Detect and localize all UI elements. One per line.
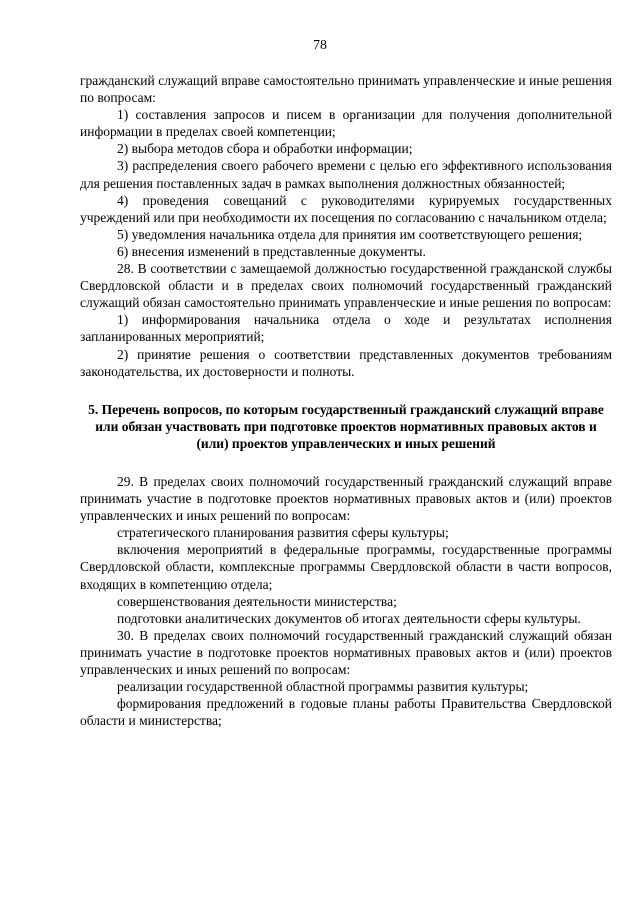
paragraph: 4) проведения совещаний с руководителями курируемых государственных учреждений или при необходимости их посещения по согласованию с начальником отдела; <box>80 192 612 225</box>
paragraphs-bottom <box>80 473 612 729</box>
paragraph: гражданский служащий вправе самостоятельно принимать управленческие и иные решения по вопросам: <box>80 73 612 106</box>
paragraph: 1) информирования начальника отдела о ходе и результатах исполнения запланированных мероприятий; <box>80 312 612 345</box>
paragraph: включения мероприятий в федеральные программы, государственные программы Свердловской области, комплексные программы Свердловской области в части вопросов, входящих в компетенцию отдела; <box>80 542 612 592</box>
paragraph: формирования предложений в годовые планы работы Правительства Свердловской области и министерства; <box>80 696 612 729</box>
paragraph: 3) распределения своего рабочего времени с целью его эффективного использования для решения поставленных задач в рамках выполнения должностных обязанностей; <box>80 158 612 191</box>
paragraph: 5) уведомления начальника отдела для принятия им соответствующего решения; <box>117 226 583 242</box>
paragraph: реализации государственной областной программы развития культуры; <box>117 679 529 695</box>
paragraph: 6) внесения изменений в представленные документы. <box>117 243 426 259</box>
paragraph: 1) составления запросов и писем в организации для получения дополнительной информации в пределах своей компетенции; <box>80 107 612 140</box>
page-number: 78 <box>313 38 327 53</box>
paragraph: 2) принятие решения о соответствии представленных документов требованиям законодательства, их достоверности и полноты. <box>80 346 612 379</box>
paragraph: совершенствования деятельности министерства; <box>117 593 397 609</box>
paragraph: 30. В пределах своих полномочий государственный гражданский служащий обязан принимать участие в подготовке проектов нормативных правовых актов и (или) проектов управленческих и иных решений по вопросам: <box>80 627 612 677</box>
section-heading: 5. Перечень вопросов, по которым государственный гражданский служащий вправе или обязан участвовать при подготовке проектов нормативных правовых актов и (или) проектов управленческих и иных решений <box>88 401 604 451</box>
paragraphs-top <box>80 72 612 380</box>
paragraph: стратегического планирования развития сферы культуры; <box>117 525 449 541</box>
paragraph: 2) выбора методов сбора и обработки информации; <box>117 141 413 157</box>
paragraph: 28. В соответствии с замещаемой должностью государственной гражданской службы Свердловской области и в пределах своих полномочий государственный гражданский служащий обязан самостоятельно принимать управленческие и иные решения по вопросам: <box>80 261 612 311</box>
paragraph: 29. В пределах своих полномочий государственный гражданский служащий вправе принимать участие в подготовке проектов нормативных правовых актов и (или) проектов управленческих и иных решений по вопросам: <box>80 473 612 524</box>
paragraph: подготовки аналитических документов об итогах деятельности сферы культуры. <box>117 610 581 626</box>
document-body <box>80 72 612 729</box>
